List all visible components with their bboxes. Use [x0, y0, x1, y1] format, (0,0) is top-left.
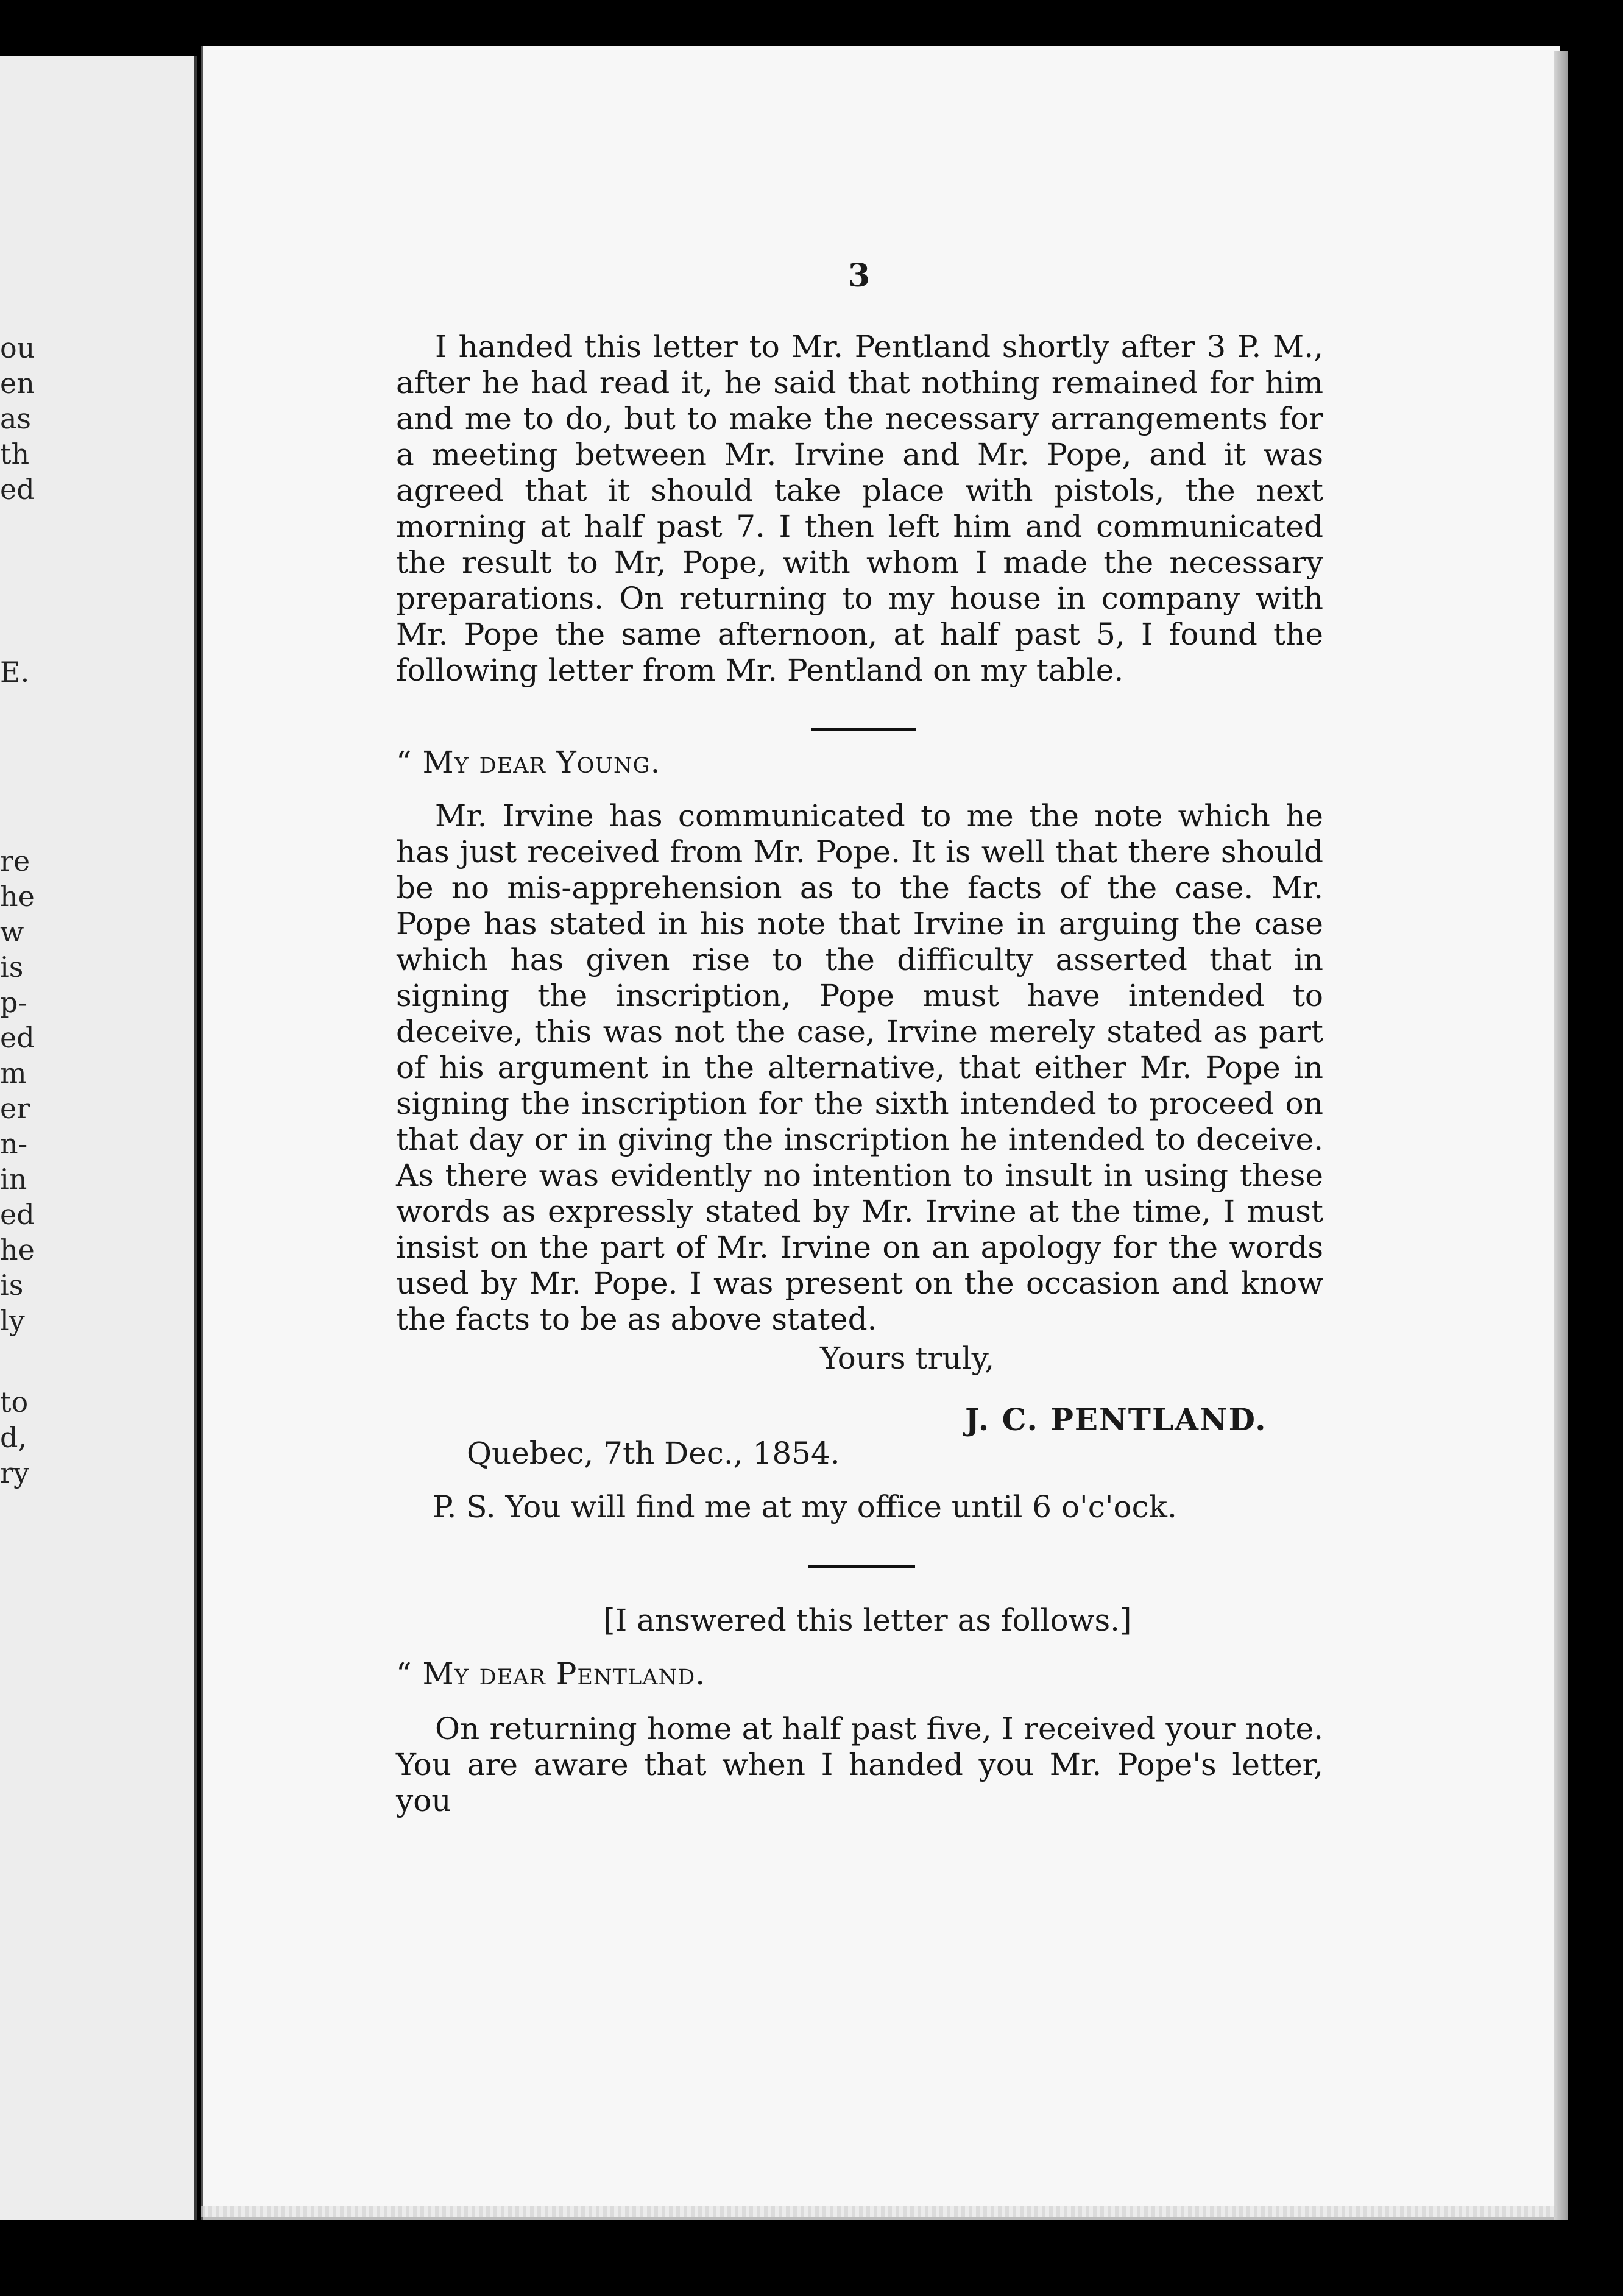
letter-text: Mr. Irvine has communicated to me the note which he has just received from Mr. Pope. It is well that there should be no mis-apprehension as to the facts of the case. Mr. Pope has stated in his note that Irvine in arguing the case which has given rise to the difficulty asserted that in signing the inscription, Pope must have intended to deceive, this was not the case, Irvine merely stated as part of his argument in the alternative, that either Mr. Pope in signing the inscription for the sixth intended to proceed on that day or in giving the inscription he intended to deceive. As there was evidently no intention to insult in using these words as expressly stated by Mr. Irvine at the time, I must insist on the part of Mr. Irvine on an apology for the words used by Mr. Pope. I was present on the occasion and know the facts to be as above stated. [396, 798, 1323, 1337]
page-number: 3 [847, 257, 871, 294]
left-fragment: p- [0, 986, 27, 1019]
left-fragment: he [0, 1233, 35, 1266]
left-fragment: ed [0, 1198, 35, 1231]
left-fragment: he [0, 880, 35, 913]
left-fragment: w [0, 915, 24, 948]
left-fragment: E. [0, 656, 30, 689]
left-fragment: en [0, 367, 35, 400]
postscript: P. S. You will find me at my office until 6 o'c'ock. [433, 1489, 1177, 1525]
left-fragment: m [0, 1057, 27, 1090]
bracket-note: [I answered this letter as follows.] [603, 1603, 1132, 1638]
left-fragment: to [0, 1386, 29, 1419]
left-fragment: d, [0, 1421, 27, 1454]
page-edge [1554, 51, 1568, 2220]
left-fragment: n- [0, 1127, 28, 1160]
left-fragment: is [0, 951, 24, 983]
paragraph-text: On returning home at half past five, I received your note. You are aware that when I handed you Mr. Pope's letter, you [396, 1711, 1323, 1818]
dateline: Quebec, 7th Dec., 1854. [467, 1436, 840, 1471]
signature: J. C. PENTLAND. [965, 1401, 1267, 1437]
closing-line: Yours truly, [820, 1341, 995, 1376]
body-paragraph-1 [396, 329, 1323, 689]
left-fragment: ou [0, 331, 35, 364]
left-fragment: in [0, 1163, 27, 1196]
letter-body [396, 798, 1323, 1338]
body-paragraph-2 [396, 1711, 1323, 1819]
section-divider [808, 1565, 915, 1568]
salutation-pentland: “ My dear Pentland. [396, 1656, 706, 1692]
left-fragment: is [0, 1269, 24, 1302]
left-fragment: ed [0, 473, 35, 506]
left-fragment: er [0, 1092, 30, 1125]
left-fragment: th [0, 438, 30, 470]
left-fragment: re [0, 845, 30, 877]
left-fragment: ly [0, 1304, 25, 1337]
paragraph-text: I handed this letter to Mr. Pentland shortly after 3 P. M., after he had read it, he said that nothing remained for him and me to do, but to make the necessary arrangements for a meeting between Mr. Irvine and Mr. Pope, and it was agreed that it should take place with pistols, the next morning at half past 7. I then left him and communicated the result to Mr, Pope, with whom I made the necessary preparations. On returning to my house in company with Mr. Pope the same afternoon, at half past 5, I found the following letter from Mr. Pentland on my table. [396, 329, 1323, 688]
page-bottom-edge [201, 2206, 1557, 2217]
left-fragment: as [0, 402, 32, 435]
left-fragment: ed [0, 1021, 35, 1054]
salutation-young: “ My dear Young. [396, 745, 661, 780]
section-divider [812, 728, 916, 731]
left-fragment: ry [0, 1456, 29, 1489]
left-facing-page [0, 56, 197, 2220]
